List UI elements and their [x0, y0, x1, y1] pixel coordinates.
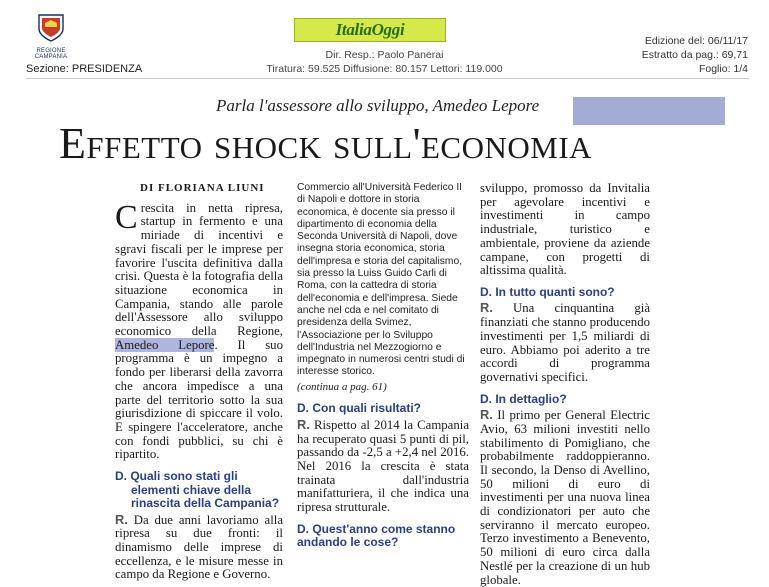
answer-4 [480, 301, 650, 384]
continued-paragraph: sviluppo, promosso da Invitalia per agevolare incentivi e investimenti in campo industriale, turistico e ambientale, proviene da aziende campane, con progetti di altissima qualità. [480, 181, 650, 278]
masthead-title: ItaliaOggi [335, 20, 405, 39]
edition-date: Edizione del: 06/11/17 [644, 35, 748, 47]
answer-marker: R. [480, 300, 493, 316]
answer-marker: R. [297, 416, 310, 432]
article-column-2 [297, 182, 469, 577]
newspaper-masthead [294, 18, 446, 42]
question-3: D. Quest'anno come stanno andando le cose? [297, 521, 456, 550]
logo-label: REGIONE CAMPANIA [34, 48, 68, 60]
article-column-3 [480, 181, 650, 587]
continued-note: (continua a pag. 61) [297, 380, 387, 393]
excerpt-page: Estratto da pag.: 69,71 [641, 49, 748, 61]
answer-2 [297, 418, 469, 515]
answer-5-text: Il primo per General Electric Avio, 63 milioni investiti nello stabilimento di Pomigliano, che probabilmente raddoppieranno. Il secondo, la Denso di Avellino, 50 milioni di euro di investimenti per una nuova linea di condizionatori per auto che serviranno il mercato europeo. Terzo investimento a Benevento, 50 milioni di euro circa dalla Nestlé per la creazione di un hub globale. [480, 408, 650, 587]
edition-meta [642, 34, 748, 76]
answer-marker: R. [115, 511, 128, 527]
article-kicker: Parla l'assessore allo sviluppo, Amedeo Lepore [216, 96, 540, 115]
sheet-number: Foglio: 1/4 [698, 63, 748, 75]
highlight-box [573, 97, 725, 125]
question-4: D. In tutto quanti sono? [480, 284, 615, 299]
answer-1-text: Da due anni lavoriamo alla ripresa su due fronti: il dinamismo delle imprese di eccellenza, e le misure messe in campo da Regione e Governo. [115, 512, 283, 582]
drop-cap: C [115, 198, 138, 236]
director-line: Dir. Resp.: Paolo Panerai [325, 49, 444, 61]
answer-5 [480, 408, 650, 587]
article-headline: Effetto shock sull'economia [59, 119, 593, 168]
section-label: Sezione: PRESIDENZA [26, 63, 143, 75]
header-divider [26, 78, 749, 79]
answer-4-text: Una cinquantina già finanziati che stanno producendo investimenti per 1,5 miliardi di euro. Abbiamo poi aderito a tre accordi di programma governativi specifici. [480, 301, 650, 384]
byline: DI FLORIANA LIUNI [140, 182, 265, 194]
answer-2-text: Rispetto al 2014 la Campania ha recuperato quasi 5 punti di pil, passando da -2,5 a +2,4 nel 2016. Nel 2016 la crescita è stata trainata dall'industria manifatturiera, il che indica una ripresa strutturale. [297, 417, 470, 515]
article-column-1 [115, 182, 283, 582]
crest-icon [38, 14, 64, 42]
question-1: D. Quali sono stati gli elementi chiave della rinascita della Campania? [115, 469, 280, 511]
intro-rest: . Il suo programma è un impegno a fondo per liberarsi della zavorra che ancora impedisce a una parte del territorio sotto la sua giurisdizione di spiccare il volo. E spingere l'acceleratore, anche con fondi pubblici, su chi è ripartito. [115, 337, 283, 462]
question-5: D. In dettaglio? [480, 391, 567, 406]
answer-marker: R. [480, 407, 493, 423]
intro-text: rescita in netta ripresa, startup in fermento e una miriade di incentivi e sgravi fiscali per le imprese per favorire l'uscita definitiva dalla crisi. Questa è la fotografia della situazione economica in Campania, stando alle parole dell'Assessore allo sviluppo economico della Regione, [115, 200, 283, 339]
intro-paragraph [115, 198, 283, 462]
highlighted-name: Amedeo Lepore [115, 337, 215, 352]
circulation-line: Tiratura: 59.525 Diffusione: 80.157 Lettori: 119.000 [266, 63, 503, 75]
answer-1 [115, 513, 283, 583]
bio-box: Commercio all'Università Federico II di Napoli e dottore in storia economica, è docente sia presso il dipartimento di economia della Seconda Università di Napoli, dove insegna storia economica, storia dell'impresa e storia del capitalismo, sia presso la Luiss Guido Carli di Roma, con la cattedra di storia dell'economia e dell'impresa. Siede anche nel cda e nel comitato di presidenza della Svimez, l'Associazione per lo Sviluppo dell'Industria nel Mezzogiorno e impegnato in numerosi centri studi di interesse storico. [297, 182, 465, 378]
question-2: D. Con quali risultati? [297, 401, 422, 416]
document-header [0, 0, 769, 80]
